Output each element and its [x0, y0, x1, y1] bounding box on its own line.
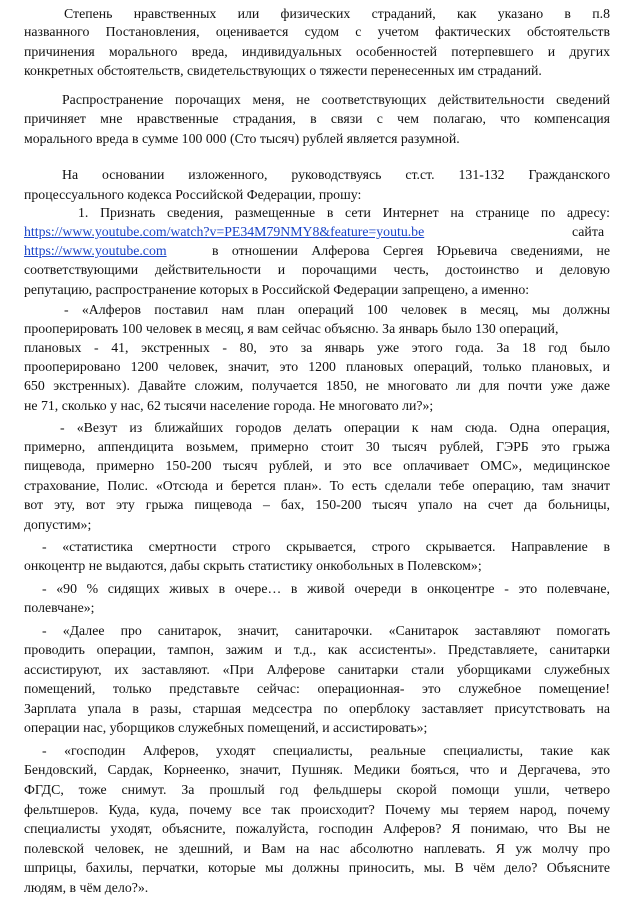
- text-line: причинения морального вреда, индивидуальных особенностей потерпевшего и других: [24, 44, 610, 59]
- quote-line: полевской человек, не здешний, и Вам на нас абсолютно наплевать. Я уж молчу про: [24, 840, 610, 856]
- quote-line: Зарплата упала в разы, старшая медсестра по оперблоку заставляет присутствовать на: [24, 700, 610, 716]
- youtube-watch-link-text[interactable]: https://www.youtube.com/watch?v=PE34M79NMY8&feature=youtu.be: [24, 224, 425, 240]
- text-line: морального вреда в сумме 100 000 (Сто тысяч) рублей является разумной.: [24, 130, 460, 146]
- quote-line: ассистируют, их заставляют. «При Алферове санитарки стали уборщиками служебных: [24, 661, 610, 677]
- text-line: названного Постановления, оценивается судом с учетом фактических обстоятельств: [24, 24, 610, 40]
- text-line: процессуального кодекса Российской Федерации, прошу:: [24, 186, 362, 202]
- quote-line: шприцы, бахилы, перчатки, которые мы должны приносить, мы. В чём дело? Объясните: [24, 860, 610, 876]
- quote-line: проводить операции, тампон, зажим и т.д., как ассистенты». Представляете, санитарки: [24, 642, 610, 658]
- quote-line: - «Далее про санитарок, значит, санитарочки. «Санитарок заставляют помогать: [42, 622, 610, 638]
- quote-line: фельтшеров. Куда, куда, почему все так происходит? Почему мы теряем народ, почему: [24, 801, 610, 817]
- quote-line: вот эту, вот эту грыжа пищевода – бах, 150-200 тысяч упало на счет да больницы,: [24, 497, 610, 513]
- text-line: соответствующими действительности и порочащими честь, достоинство и деловую: [24, 262, 610, 278]
- quote-line: онкоцентр не выдаются, дабы скрыть статистику онкобольных в Полевском»;: [24, 558, 482, 574]
- quote-line: - «господин Алферов, уходят специалисты, реальные специалисты, такие как: [42, 742, 610, 758]
- quote-line: пищевода, примерно 150-200 тысяч рублей, и это все оплачивает ОМС», медицинское: [24, 458, 610, 474]
- youtube-site-link[interactable]: [24, 241, 167, 261]
- quote-line: ФГДС, тоже снимут. За прошлый год фельдшеры скорой помощи ушли, четверо: [24, 782, 610, 797]
- text-line: в отношении Алферова Сергея Юрьевича сведениями, не: [212, 242, 610, 258]
- text-line: конкретных обстоятельств, свидетельствующих о тяжести перенесенных им страданий.: [24, 62, 542, 78]
- quote-line: помещений, только представьте сейчас: операционная- это служебное помещение!: [24, 681, 610, 697]
- text-line: 1. Признать сведения, размещенные в сети Интернет на странице по адресу:: [78, 205, 610, 221]
- quote-line: - «90 % сидящих живых в очере… в живой очереди в онкоцентре - это полевчане,: [42, 580, 610, 596]
- quote-line: 650 экстренных). Давайте сложим, получается 1850, не многовато ли для почти уже даже: [24, 378, 610, 393]
- youtube-watch-link[interactable]: [24, 222, 424, 242]
- quote-line: полевчане»;: [24, 600, 95, 616]
- text-line: причиняет мне нравственные страдания, в связи с чем полагаю, что компенсация: [24, 111, 610, 127]
- quote-line: Бендовский, Сардак, Корнеенко, значит, Пушняк. Медики бояться, что и Дергачева, это: [24, 762, 610, 778]
- text-line: На основании изложенного, руководствуясь ст.ст. 131-132 Гражданского: [62, 167, 610, 183]
- quote-line: - «статистика смертности строго скрывается, строго скрывается. Направление в: [42, 538, 610, 554]
- quote-line: - «Везут из ближайших городов делать операции к нам сюда. Одна операция,: [60, 420, 610, 435]
- quote-line: не 71, сколько у нас, 62 тысячи население города. Не многовато ли?»;: [24, 397, 434, 413]
- youtube-site-link-text[interactable]: https://www.youtube.com: [24, 242, 167, 258]
- quote-line: допустим»;: [24, 517, 92, 532]
- quote-line: - «Алферов поставил нам план операций 100 человек в месяц, мы должны: [64, 301, 610, 317]
- text-line: сайта: [572, 224, 605, 240]
- text-line: Степень нравственных или физических страданий, как указано в п.8: [64, 5, 610, 21]
- quote-line: плановых - 41, экстренных - 80, это за январь уже этого года. За 18 год было: [24, 339, 610, 355]
- quote-line: примерно, аппендицита возьмем, примерно стоит 30 тысяч рублей, ГЭРБ это грыжа: [24, 438, 610, 454]
- quote-line: специалисты уходят, объясните, пожалуйста, господин Алферов? Я понимаю, что Вы не: [24, 821, 610, 837]
- quote-line: операции нас, уборщиков служебных помещений, и ассистировать»;: [24, 720, 428, 736]
- quote-line: прооперировано 1200 человек, значит, это 1200 плановых операций, только плановых, и: [24, 359, 610, 375]
- quote-line: страхование, Полис. «Отсюда и берется план». То есть сделали тебе операцию, там значит: [24, 477, 610, 493]
- text-line: репутацию, распространение которых в Российской Федерации запрещено, а именно:: [24, 281, 530, 297]
- quote-line: людям, в чём дело?».: [24, 880, 149, 895]
- text-line: Распространение порочащих меня, не соответствующих действительности сведений: [62, 91, 610, 107]
- quote-line: прооперировать 100 человек в месяц, я вам сейчас объясню. За январь было 130 операций,: [24, 321, 559, 337]
